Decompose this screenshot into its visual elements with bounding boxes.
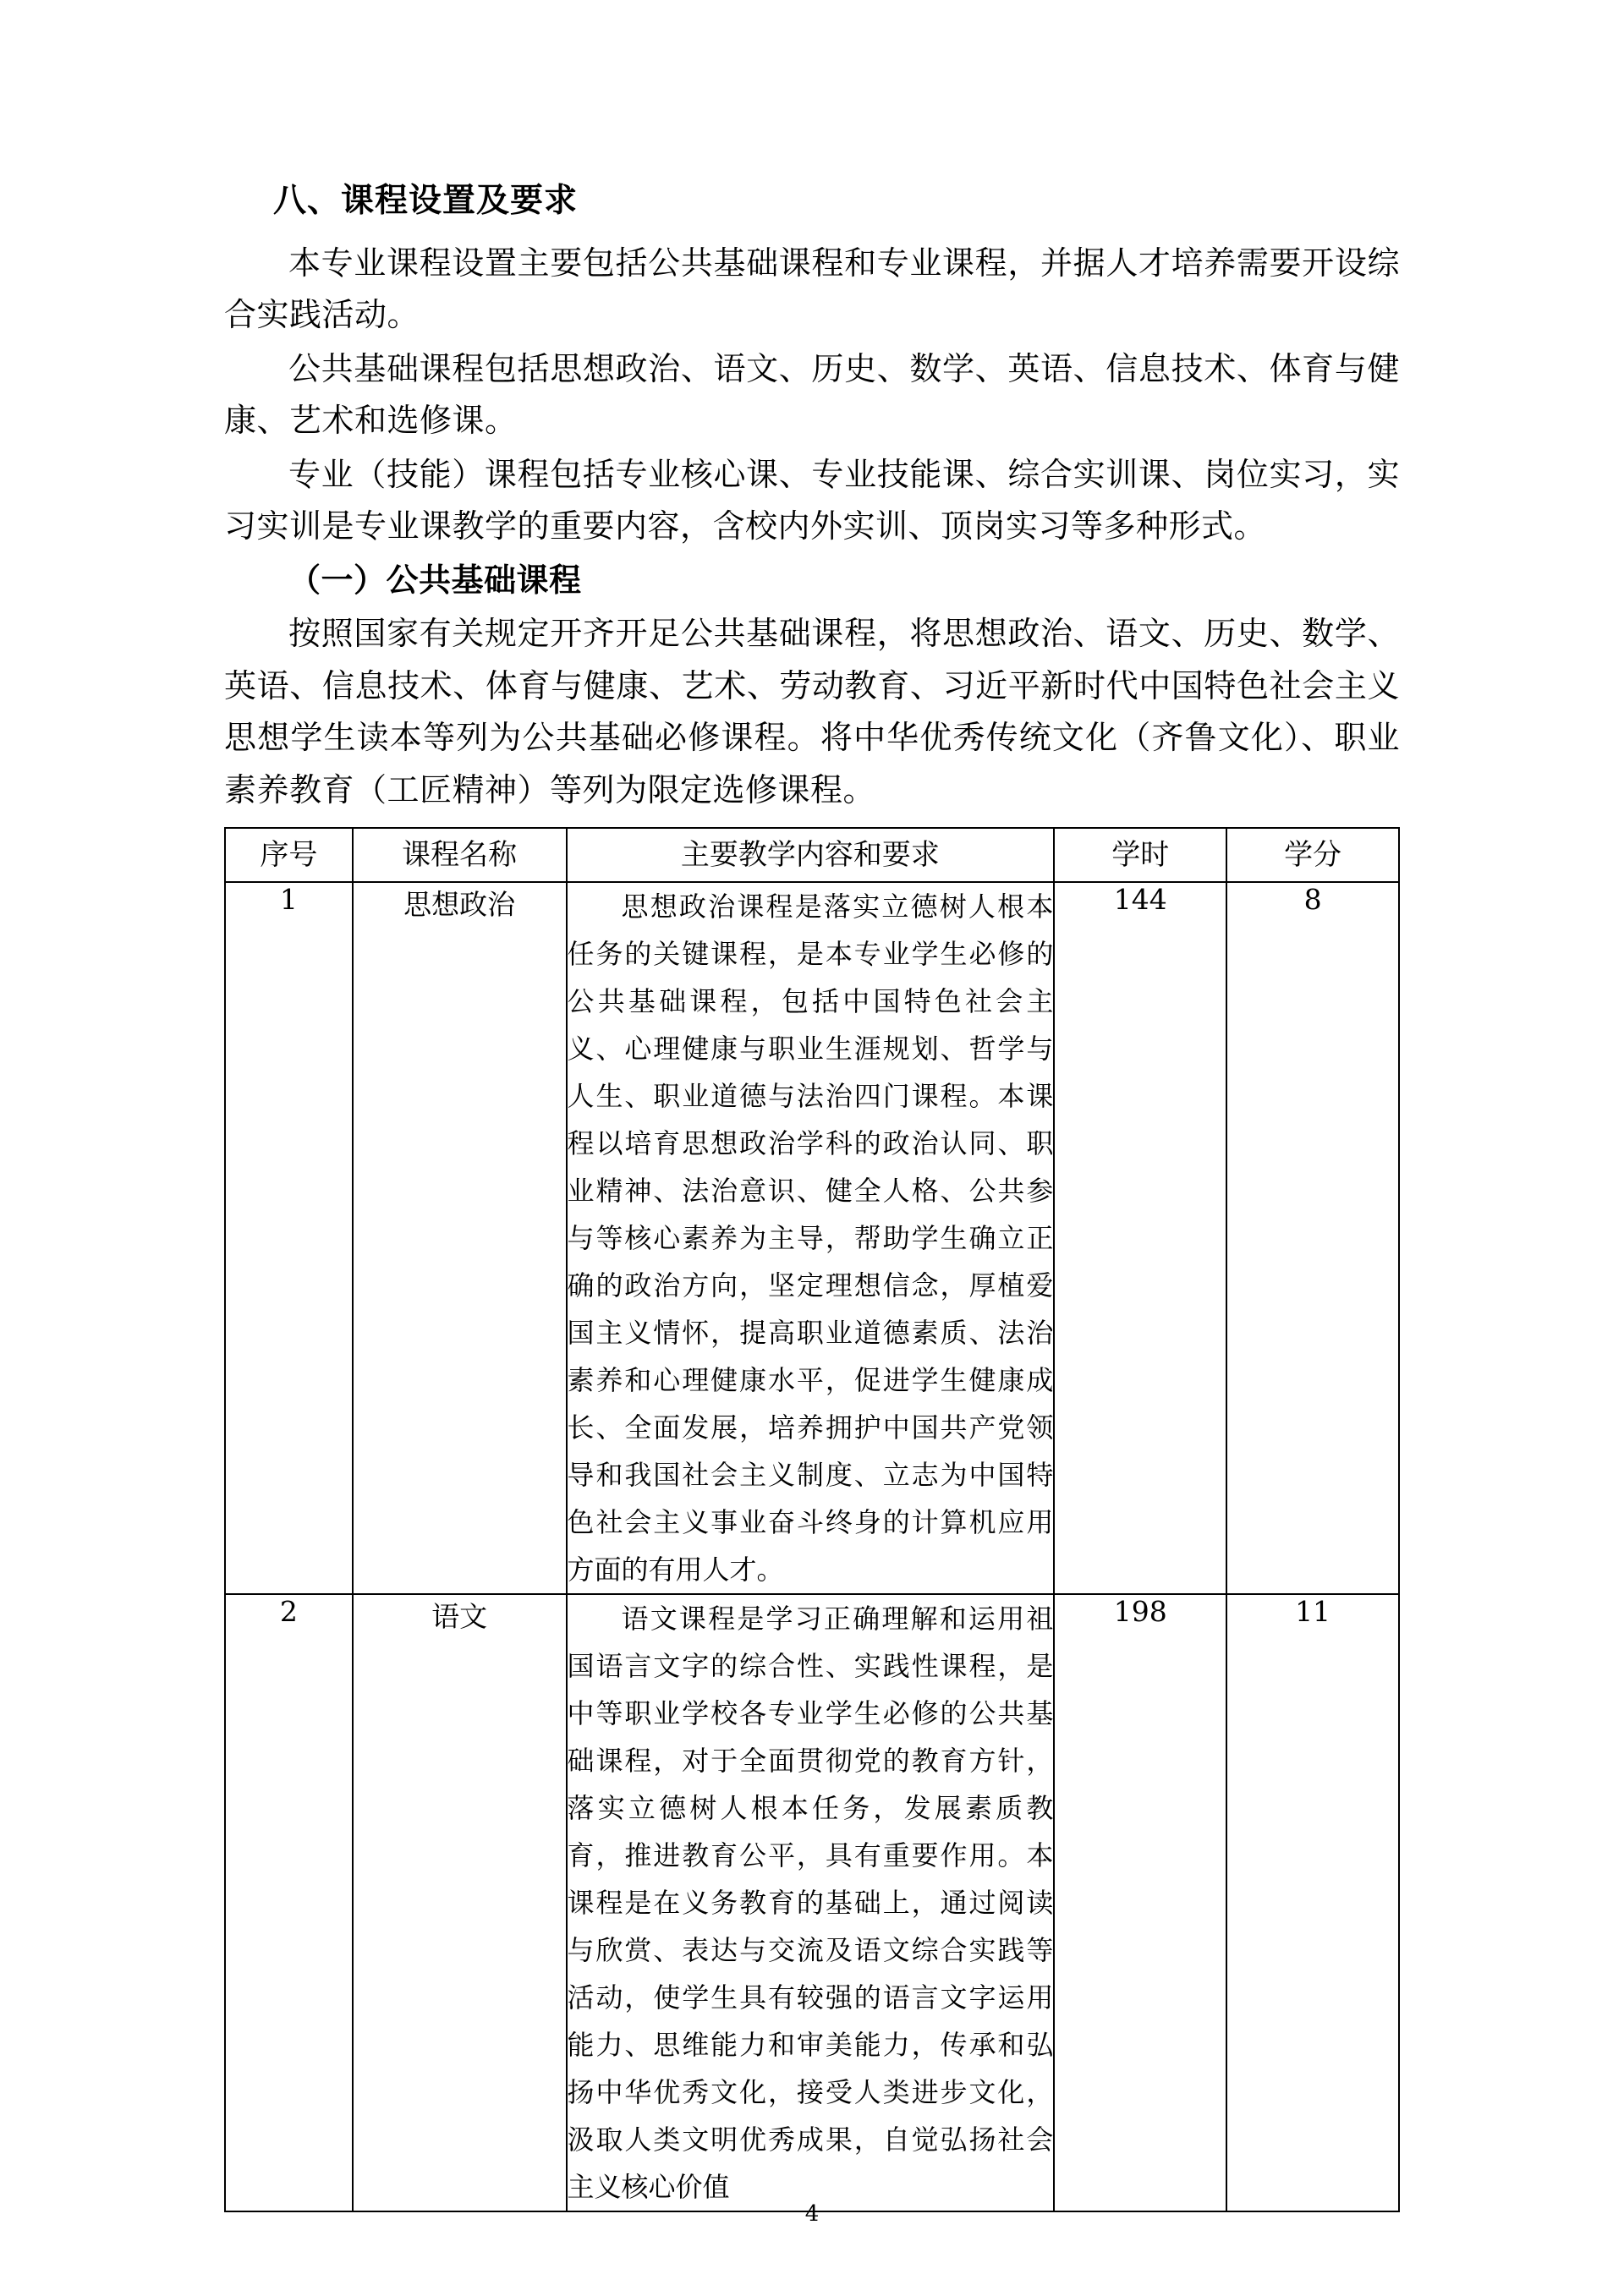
row-description bbox=[567, 1594, 1055, 2211]
row-no: 1 bbox=[225, 882, 353, 1594]
course-table bbox=[224, 827, 1400, 2212]
row-course-name: 语文 bbox=[353, 1594, 567, 2211]
subsection-heading: （一）公共基础课程 bbox=[288, 561, 582, 599]
page-number: 4 bbox=[804, 2201, 820, 2227]
table-header-hours: 学时 bbox=[1054, 828, 1226, 882]
page-title: 八、课程设置及要求 bbox=[273, 182, 579, 220]
table-header-no: 序号 bbox=[225, 828, 353, 882]
row-credit: 11 bbox=[1226, 1594, 1399, 2211]
table-header-name: 课程名称 bbox=[353, 828, 567, 882]
row-description bbox=[567, 882, 1055, 1594]
row-course-name: 思想政治 bbox=[353, 882, 567, 1594]
row-description-text: 思想政治课程是落实立德树人根本任务的关键课程，是本专业学生必修的公共基础课程，包括中国特色社会主义、心理健康与职业生涯规划、哲学与人生、职业道德与法治四门课程。本课程以培育思想政治学科的政治认同、职业精神、法治意识、健全人格、公共参与等核心素养为主导，帮助学生确立正确的政治方向，坚定理想信念，厚植爱国主义情怀，提高职业道德素质、法治素养和心理健康水平，促进学生健康成长、全面发展，培养拥护中国共产党领导和我国社会主义制度、立志为中国特色社会主义事业奋斗终身的计算机应用方面的有用人才。 bbox=[567, 890, 1054, 1586]
paragraph-professional-courses: 专业（技能）课程包括专业核心课、专业技能课、综合实训课、岗位实习，实习实训是专业课教学的重要内容，含校内外实训、顶岗实习等多种形式。 bbox=[224, 455, 1400, 545]
table-row bbox=[225, 882, 1399, 1594]
table-row bbox=[225, 1594, 1399, 2211]
table-header-credit: 学分 bbox=[1226, 828, 1399, 882]
table-header-row bbox=[225, 828, 1399, 882]
paragraph-intro: 本专业课程设置主要包括公共基础课程和专业课程，并据人才培养需要开设综合实践活动。 bbox=[224, 244, 1400, 334]
paragraph-requirements: 按照国家有关规定开齐开足公共基础课程，将思想政治、语文、历史、数学、英语、信息技术、体育与健康、艺术、劳动教育、习近平新时代中国特色社会主义思想学生读本等列为公共基础必修课程。将中华优秀传统文化（齐鲁文化）、职业素养教育（工匠精神）等列为限定选修课程。 bbox=[224, 615, 1400, 809]
row-no: 2 bbox=[225, 1594, 353, 2211]
table-header-desc: 主要教学内容和要求 bbox=[567, 828, 1055, 882]
paragraph-public-courses: 公共基础课程包括思想政治、语文、历史、数学、英语、信息技术、体育与健康、艺术和选修课。 bbox=[224, 349, 1400, 440]
row-description-text: 语文课程是学习正确理解和运用祖国语言文字的综合性、实践性课程，是中等职业学校各专业学生必修的公共基础课程，对于全面贯彻党的教育方针，落实立德树人根本任务，发展素质教育，推进教育公平，具有重要作用。本课程是在义务教育的基础上，通过阅读与欣赏、表达与交流及语文综合实践等活动，使学生具有较强的语言文字运用能力、思维能力和审美能力，传承和弘扬中华优秀文化，接受人类进步文化，汲取人类文明优秀成果，自觉弘扬社会主义核心价值 bbox=[567, 1602, 1054, 2203]
document-body bbox=[224, 178, 1400, 2212]
row-credit: 8 bbox=[1226, 882, 1399, 1594]
row-hours: 144 bbox=[1054, 882, 1226, 1594]
row-hours: 198 bbox=[1054, 1594, 1226, 2211]
